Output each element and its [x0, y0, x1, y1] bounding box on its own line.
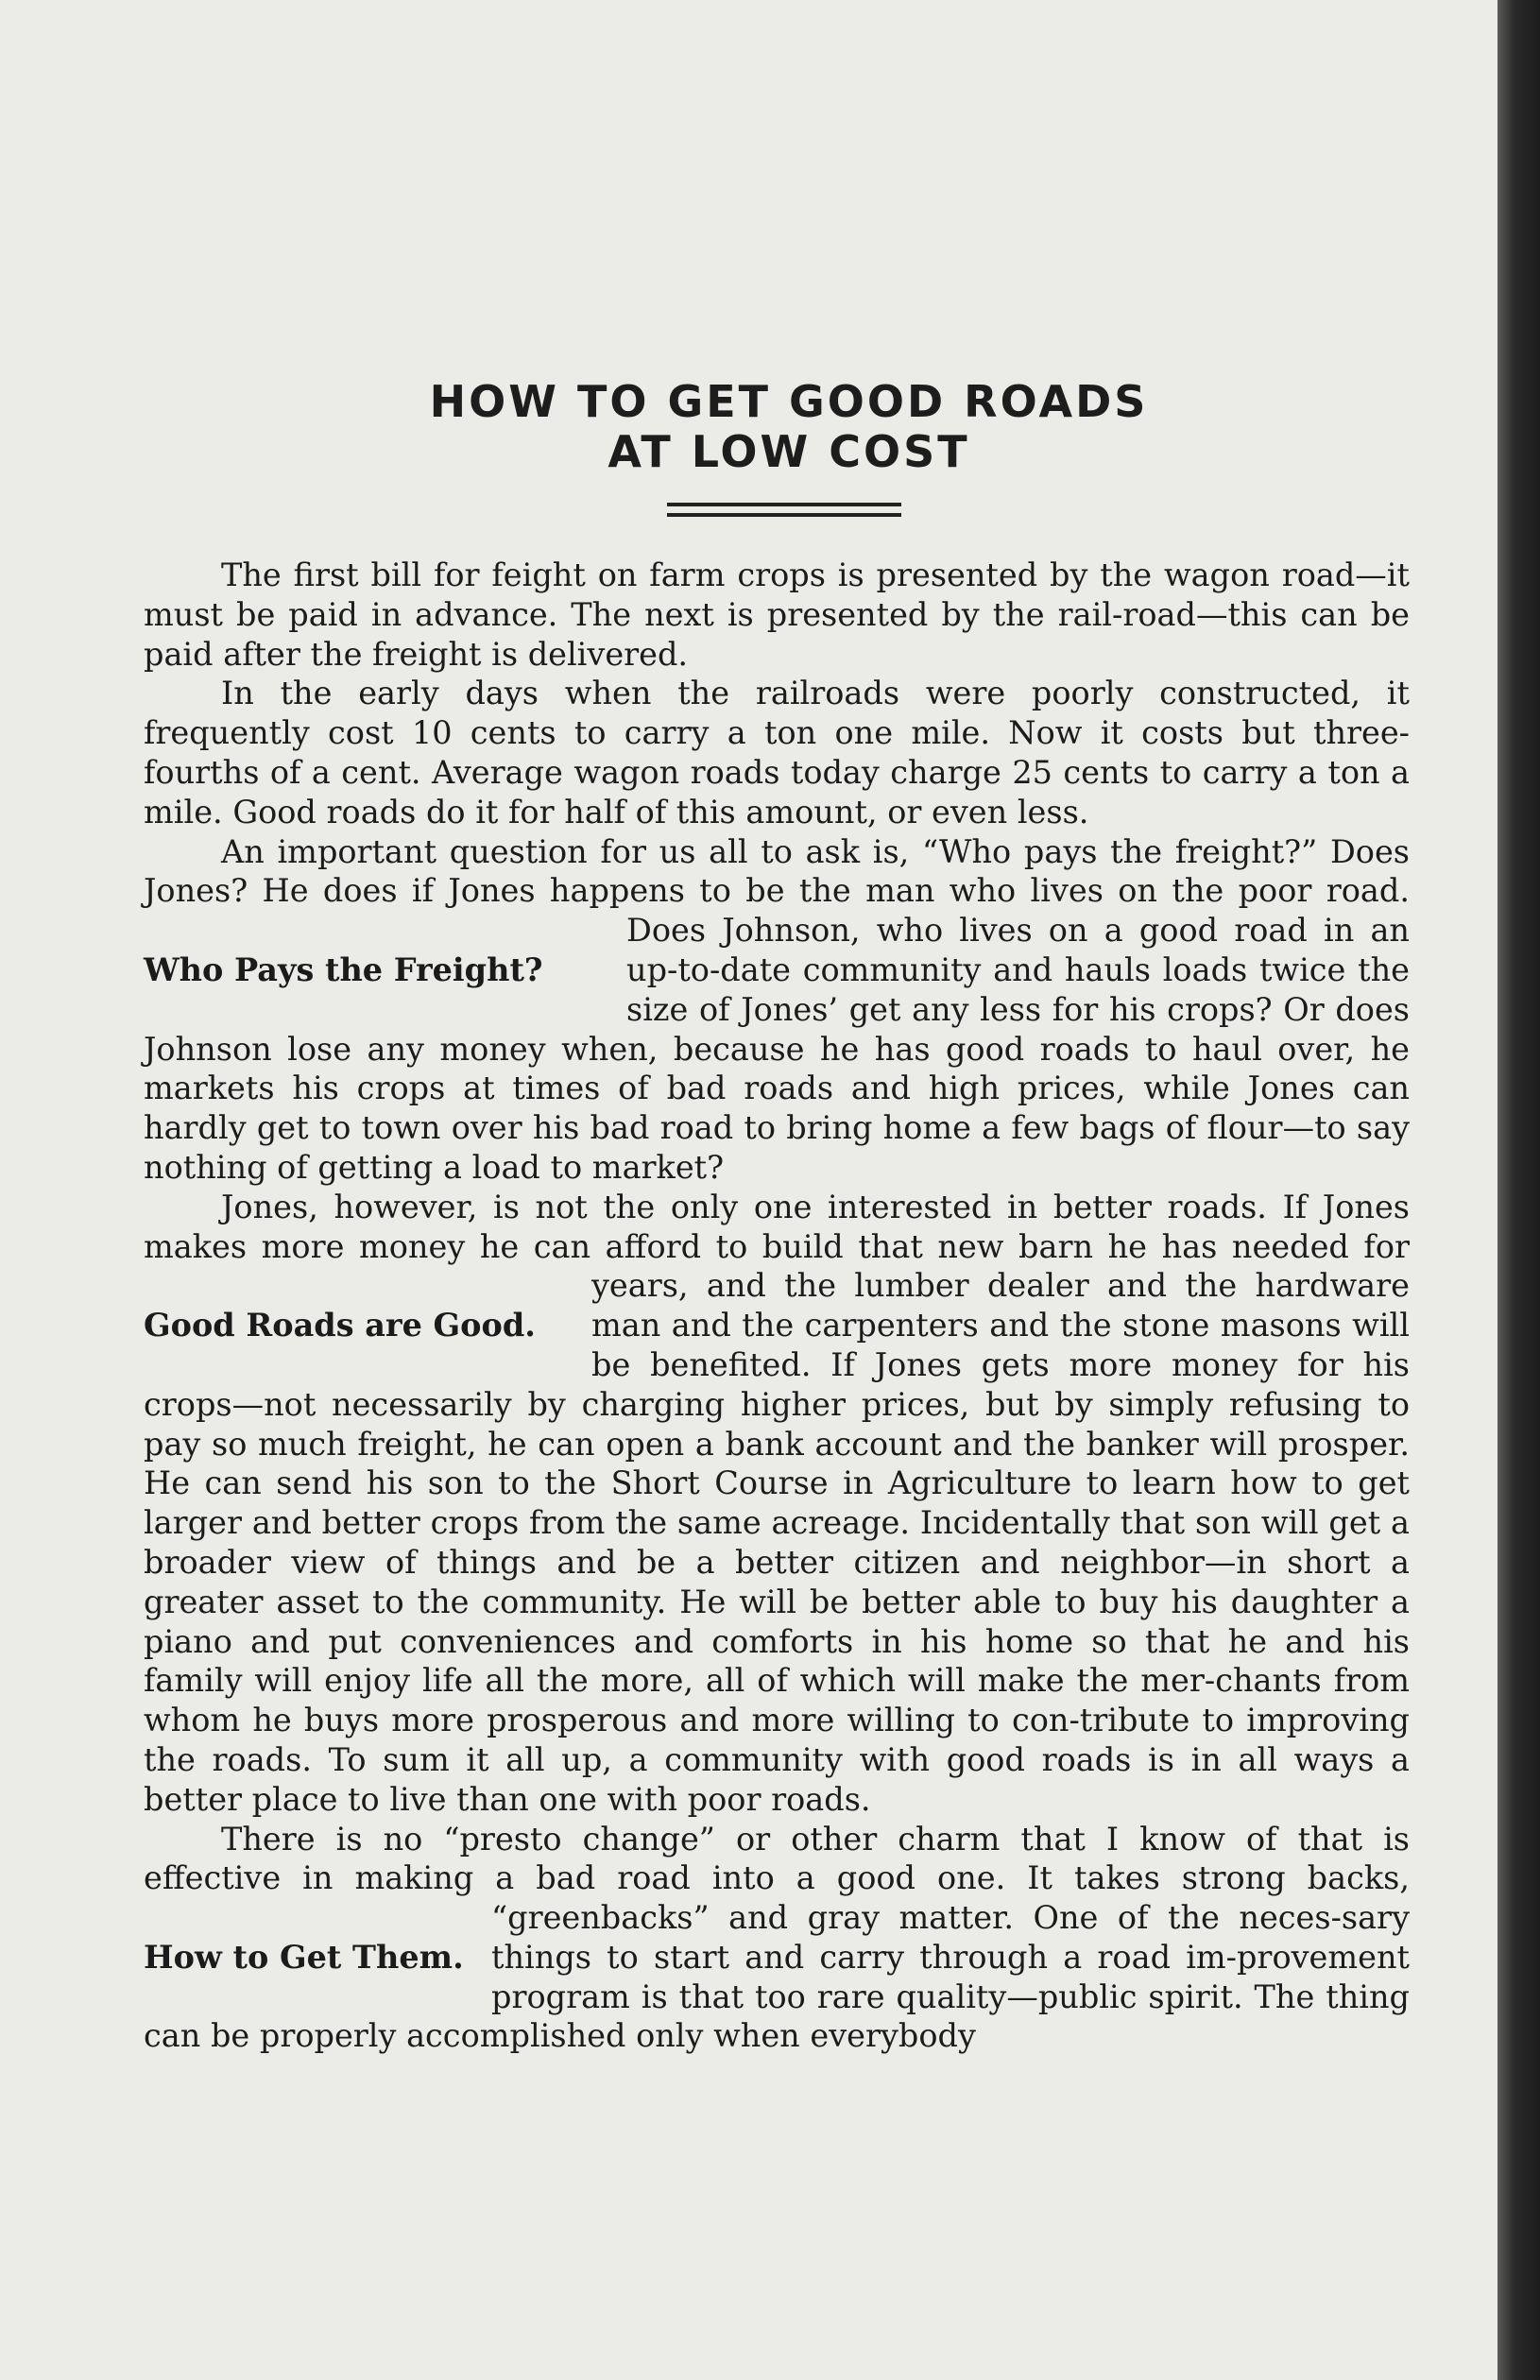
- page-edge-shadow: [1497, 0, 1540, 2380]
- title-line-1: HOW TO GET GOOD ROADS: [429, 376, 1149, 427]
- article-body: [144, 556, 1410, 2056]
- paragraph-3-rest: poor road. Does Johnson, who lives on a good road in an up-to-date community and hauls loads twice the size of Jones’ get any less for his crops? Or does Johnson lose any money when, because he has good roads to haul over, he markets his crops at times of bad roads and high prices, while Jones can hardly get to town over his bad road to bring home a few bags of flour—to say nothing of getting a load to market?: [144, 872, 1410, 1186]
- title-line-2: AT LOW COST: [607, 426, 970, 477]
- side-heading-good-roads: Good Roads are Good.: [144, 1307, 536, 1344]
- paragraph-2: In the early days when the railroads were poorly constructed, it frequently cost 10 cents to carry a ton one mile. Now it costs but three-fourths of a cent. Average wagon roads today charge 25 cents to carry a ton a mile. Good roads do it for half of this amount, or even less.: [144, 675, 1410, 830]
- paragraph-4: [144, 1188, 1410, 1820]
- paragraph-4-lead: Jones, however, is not the only one interested in better roads. If Jones makes more money he can afford to build that new barn he has: [144, 1188, 1410, 1265]
- title-rule-bottom: [667, 513, 901, 517]
- paragraph-4-rest: needed for years, and the lumber dealer and the hardware man and the carpenters and the stone masons will be benefited. If Jones gets more money for his crops—not necessarily by charging higher prices, but by simply refusing to pay so much freight, he can open a bank account and the banker will prosper. He can send his son to the Short Course in Agriculture to learn how to get larger and better crops from the same acreage. Incidentally that son will get a broader view of things and be a better citizen and neighbor—in short a greater asset to the community. He will be better able to buy his daughter a piano and put conveniences and comforts in his home so that he and his family will enjoy life all the more, all of which will make the mer-chants from whom he buys more prosperous and more willing to con-tribute to improving the roads. To sum it all up, a community with good roads is in all ways a better place to live than one with poor roads.: [144, 1227, 1411, 1818]
- side-heading-who-pays: Who Pays the Freight?: [144, 951, 543, 989]
- paragraph-5-lead: There is no “presto change” or other charm that I know of that is effective in making a bad road into a good one. It takes strong backs,: [144, 1820, 1410, 1897]
- paragraph-3: [144, 832, 1410, 1188]
- title-rule-top: [667, 503, 901, 506]
- paragraph-3-lead: An important question for us all to ask is, “Who pays the freight?” Does Jones? He does if Jones happens to be the man who lives on the: [144, 832, 1410, 910]
- side-heading-how-to-get: How to Get Them.: [144, 1939, 464, 1977]
- paragraph-1: The first bill for feight on farm crops is presented by the wagon road—it must be paid in advance. The next is presented by the rail-road—this can be paid after the freight is delivered.: [144, 556, 1410, 673]
- paragraph-5-rest: “greenbacks” and gray matter. One of the neces-sary things to start and carry through a road im-provement program is that too rare quality—public spirit. The thing can be properly accomplished only when everybody: [144, 1899, 1410, 2055]
- paragraph-5: [144, 1820, 1410, 2057]
